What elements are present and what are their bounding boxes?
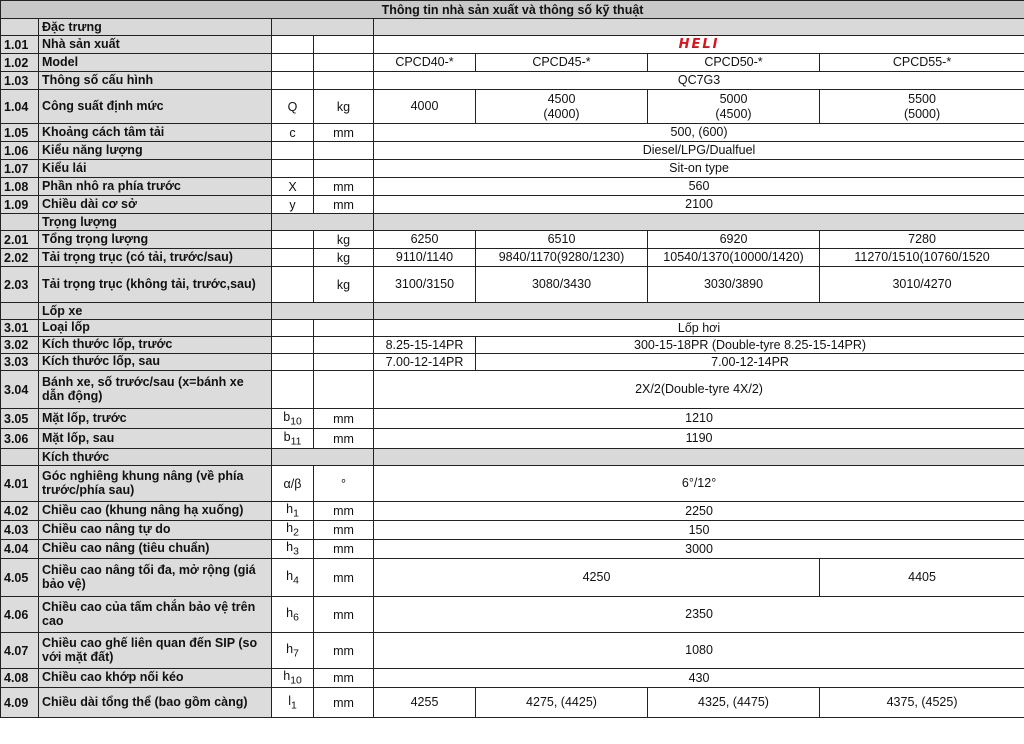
table-row [1,559,1024,597]
row-label: Chiều cao khớp nối kéo [39,669,272,688]
row-unit: mm [314,124,374,142]
value-cell: 4325, (4475) [648,688,820,718]
value-cell: 7.00-12-14PR [374,354,476,371]
table-row [1,466,1024,502]
value-cell: 5500 (5000) [820,90,1024,124]
value-cell: 3010/4270 [820,267,1024,303]
row-label: Thông số cấu hình [39,72,272,90]
row-label: Kiểu năng lượng [39,142,272,160]
value-cell: 5000 (4500) [648,90,820,124]
value-cell: 2100 [374,196,1024,214]
row-unit: mm [314,196,374,214]
row-number: 3.06 [1,429,39,449]
value-cell: 8.25-15-14PR [374,337,476,354]
row-symbol: X [272,178,314,196]
row-label: Mặt lốp, sau [39,429,272,449]
row-symbol: y [272,196,314,214]
row-number: 4.05 [1,559,39,597]
table-row [1,409,1024,429]
row-number: 3.04 [1,371,39,409]
value-cell: 4275, (4425) [476,688,648,718]
row-unit: mm [314,521,374,540]
table-row [1,633,1024,669]
row-number: 3.02 [1,337,39,354]
table-row [1,142,1024,160]
row-symbol: $h_2$ [272,521,314,540]
row-number: 3.05 [1,409,39,429]
row-number: 1.05 [1,124,39,142]
row-number: 1.07 [1,160,39,178]
row-symbol: $h_{10}$ [272,669,314,688]
section-title: Đặc trưng [39,19,272,36]
table-row [1,429,1024,449]
row-symbol: $h_7$ [272,633,314,669]
value-cell: 2250 [374,502,1024,521]
row-number: 2.01 [1,231,39,249]
row-symbol: $b_{10}$ [272,409,314,429]
row-label: Phần nhô ra phía trước [39,178,272,196]
row-number: 1.01 [1,36,39,54]
value-cell: 3000 [374,540,1024,559]
model-cell: CPCD45-* [476,54,648,72]
row-symbol: c [272,124,314,142]
section-row [1,303,1024,320]
table-row [1,36,1024,54]
value-cell: 3080/3430 [476,267,648,303]
table-row [1,688,1024,718]
section-row [1,19,1024,36]
row-symbol: $h_4$ [272,559,314,597]
row-label: Chiều dài cơ sở [39,196,272,214]
value-cell: 4000 [374,90,476,124]
row-number: 1.04 [1,90,39,124]
row-unit: kg [314,249,374,267]
row-label: Chiều cao của tấm chắn bảo vệ trên cao [39,597,272,633]
row-label: Chiều cao nâng (tiêu chuẩn) [39,540,272,559]
value-cell: 560 [374,178,1024,196]
value-cell: 4405 [820,559,1024,597]
row-label: Kích thước lốp, sau [39,354,272,371]
row-label: Model [39,54,272,72]
row-label: Kích thước lốp, trước [39,337,272,354]
table-row [1,337,1024,354]
table-row [1,502,1024,521]
value-cell: 2350 [374,597,1024,633]
model-cell: CPCD40-* [374,54,476,72]
row-unit: kg [314,267,374,303]
row-number: 1.08 [1,178,39,196]
table-row [1,196,1024,214]
row-number: 2.03 [1,267,39,303]
row-label: Mặt lốp, trước [39,409,272,429]
table-row [1,521,1024,540]
row-unit: mm [314,633,374,669]
value-cell: 7.00-12-14PR [476,354,1024,371]
value-cell: 1190 [374,429,1024,449]
row-number: 4.03 [1,521,39,540]
row-unit: mm [314,669,374,688]
row-label: Bánh xe, số trước/sau (x=bánh xe dẫn động) [39,371,272,409]
row-symbol: $h_6$ [272,597,314,633]
row-symbol: Q [272,90,314,124]
row-number: 4.07 [1,633,39,669]
table-row [1,540,1024,559]
value-cell: 4250 [374,559,820,597]
table-row [1,597,1024,633]
value-cell: 10540/1370(10000/1420) [648,249,820,267]
row-unit: mm [314,429,374,449]
value-cell: 3030/3890 [648,267,820,303]
row-symbol: $h_3$ [272,540,314,559]
row-number: 3.01 [1,320,39,337]
row-number: 4.01 [1,466,39,502]
value-cell: 4255 [374,688,476,718]
value-cell: 4375, (4525) [820,688,1024,718]
section-title: Trọng lượng [39,214,272,231]
section-title: Lốp xe [39,303,272,320]
section-num [1,19,39,36]
row-unit: kg [314,90,374,124]
table-row [1,178,1024,196]
row-unit: mm [314,540,374,559]
table-row [1,160,1024,178]
row-label: Chiều dài tổng thể (bao gồm càng) [39,688,272,718]
row-label: Kiểu lái [39,160,272,178]
value-cell: 6°/12° [374,466,1024,502]
value-cell: 9110/1140 [374,249,476,267]
row-label: Khoảng cách tâm tải [39,124,272,142]
row-unit: mm [314,559,374,597]
value-cell: 2X/2(Double-tyre 4X/2) [374,371,1024,409]
row-label: Góc nghiêng khung nâng (về phía trước/phía sau) [39,466,272,502]
value-cell: 11270/1510(10760/1520 [820,249,1024,267]
value-cell: 500, (600) [374,124,1024,142]
model-cell: CPCD55-* [820,54,1024,72]
table-title: Thông tin nhà sản xuất và thông số kỹ thuật [1,1,1024,19]
row-symbol: $l_1$ [272,688,314,718]
row-label: Tải trọng trục (không tải, trước,sau) [39,267,272,303]
row-label: Chiều cao nâng tự do [39,521,272,540]
value-cell: Diesel/LPG/Dualfuel [374,142,1024,160]
row-label: Tải trọng trục (có tải, trước/sau) [39,249,272,267]
value-cell: 300-15-18PR (Double-tyre 8.25-15-14PR) [476,337,1024,354]
row-label: Công suất định mức [39,90,272,124]
row-unit: kg [314,231,374,249]
value-cell: 1080 [374,633,1024,669]
row-unit: mm [314,409,374,429]
value-cell: 430 [374,669,1024,688]
row-symbol: $h_1$ [272,502,314,521]
value-cell: QC7G3 [374,72,1024,90]
row-number: 1.02 [1,54,39,72]
table-row [1,54,1024,72]
value-cell: Lốp hơi [374,320,1024,337]
row-unit: mm [314,597,374,633]
table-row [1,72,1024,90]
row-symbol: α/β [272,466,314,502]
table-row [1,371,1024,409]
value-cell: 9840/1170(9280/1230) [476,249,648,267]
row-unit: ° [314,466,374,502]
value-cell: 3100/3150 [374,267,476,303]
row-number: 4.09 [1,688,39,718]
table-row [1,231,1024,249]
row-unit: mm [314,502,374,521]
section-row [1,214,1024,231]
value-cell: 7280 [820,231,1024,249]
table-row [1,320,1024,337]
row-unit: mm [314,178,374,196]
value-cell: 6250 [374,231,476,249]
row-unit: mm [314,688,374,718]
value-cell: 6920 [648,231,820,249]
heli-logo: HELI [678,37,720,52]
section-row [1,449,1024,466]
row-number: 1.03 [1,72,39,90]
row-number: 2.02 [1,249,39,267]
model-cell: CPCD50-* [648,54,820,72]
row-label: Chiều cao (khung nâng hạ xuống) [39,502,272,521]
row-label: Chiều cao ghế liên quan đến SIP (so với mặt đất) [39,633,272,669]
row-symbol: $b_{11}$ [272,429,314,449]
value-cell: 150 [374,521,1024,540]
table-row [1,249,1024,267]
row-number: 4.02 [1,502,39,521]
section-title: Kích thước [39,449,272,466]
row-label: Tổng trọng lượng [39,231,272,249]
value-cell: 4500 (4000) [476,90,648,124]
row-label: Chiều cao nâng tối đa, mở rộng (giá bảo vệ) [39,559,272,597]
row-number: 4.06 [1,597,39,633]
row-number: 4.08 [1,669,39,688]
table-row [1,267,1024,303]
row-number: 1.09 [1,196,39,214]
row-number: 3.03 [1,354,39,371]
table-row [1,90,1024,124]
value-cell: Sit-on type [374,160,1024,178]
row-label: Nhà sản xuất [39,36,272,54]
table-row [1,354,1024,371]
row-number: 1.06 [1,142,39,160]
table-title-row [1,1,1024,19]
value-cell: 6510 [476,231,648,249]
row-label: Loại lốp [39,320,272,337]
value-cell: 1210 [374,409,1024,429]
row-number: 4.04 [1,540,39,559]
table-row [1,124,1024,142]
table-row [1,669,1024,688]
